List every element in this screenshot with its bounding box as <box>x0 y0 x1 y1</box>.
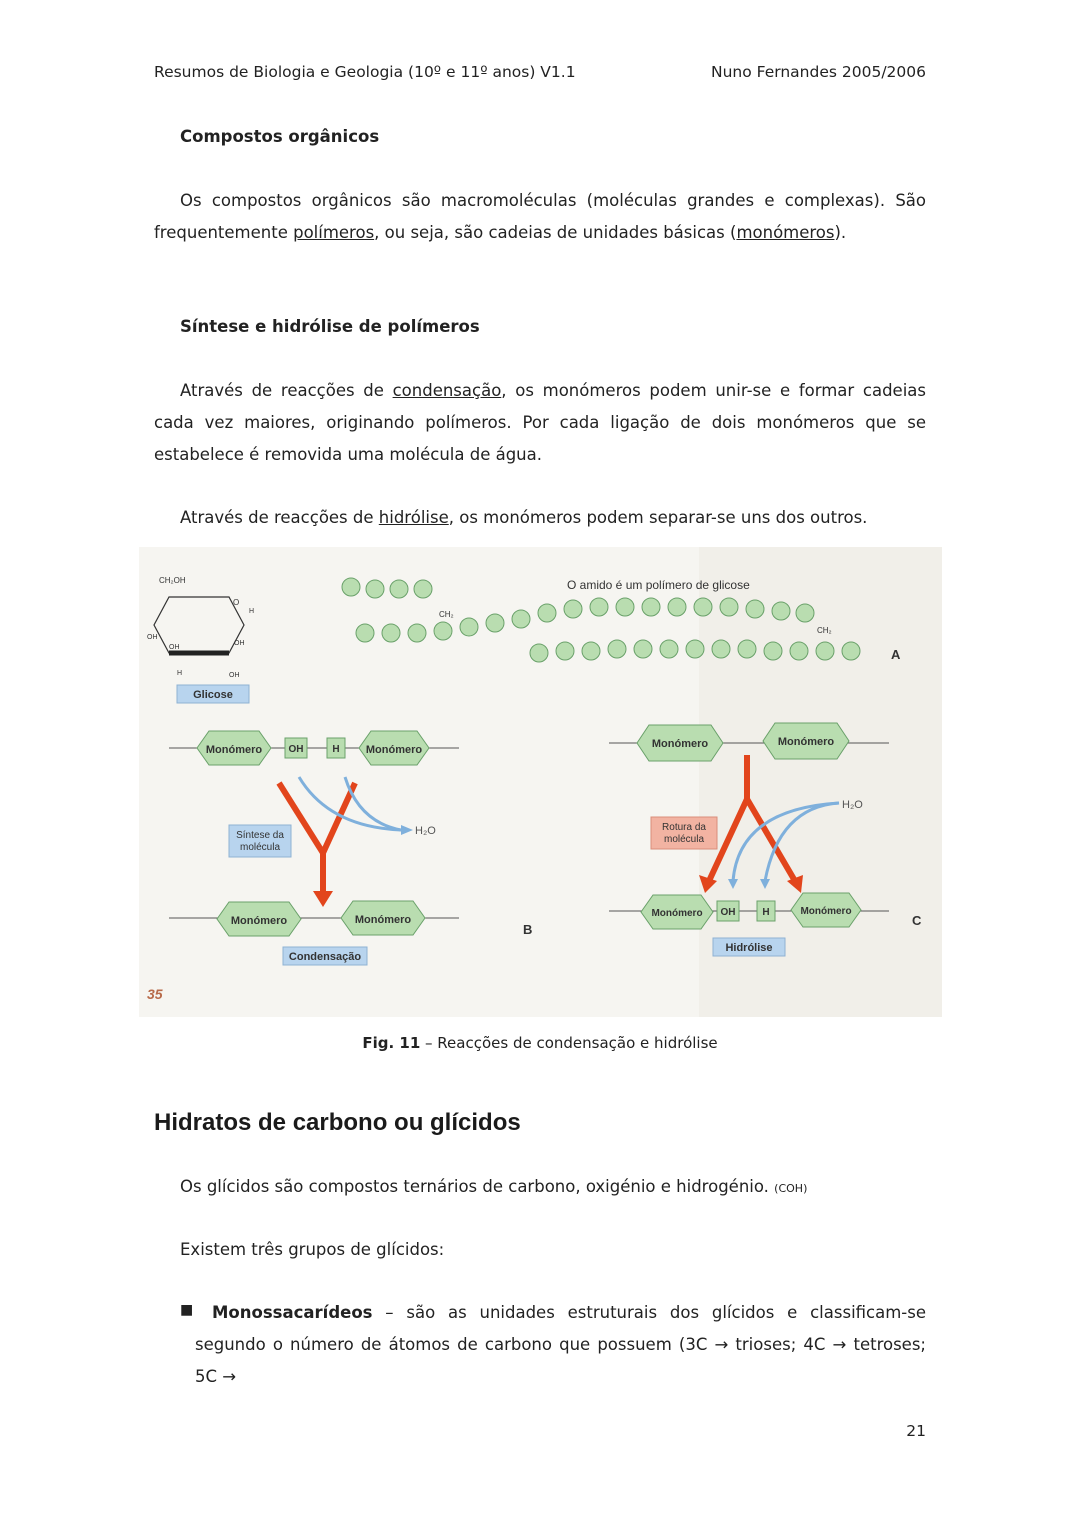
bullet-monosaccharides: Monossacarídeos – são as unidades estruturais dos glícidos e classificam-se segundo o número de átomos de carbono que possuem (3C → trioses; 4C → tetroses; 5C → <box>195 1303 926 1386</box>
starch-caption: O amido é um polímero de glicose <box>567 578 750 592</box>
paragraph-organic-compounds: Os compostos orgânicos são macromoléculas (moléculas grandes e complexas). São frequentemente polímeros, ou seja, são cadeias de unidades básicas (monómeros). <box>154 191 926 242</box>
svg-text:OH: OH <box>288 744 304 755</box>
hydrolysis-label: Hidrólise <box>725 942 773 954</box>
square-bullet-icon: ■ <box>180 1302 194 1318</box>
svg-text:H: H <box>249 608 255 615</box>
svg-text:molécula: molécula <box>239 842 281 853</box>
svg-text:CH₂OH: CH₂OH <box>159 576 186 585</box>
label-c: C <box>912 913 922 928</box>
label-b: B <box>523 922 533 937</box>
svg-text:CH₂: CH₂ <box>817 626 832 635</box>
svg-text:Monómero: Monómero <box>800 906 852 917</box>
svg-text:OH: OH <box>234 640 245 647</box>
page-mark: 35 <box>147 986 163 1002</box>
section-title-organic-compounds: Compostos orgânicos <box>180 127 380 146</box>
label-a: A <box>891 647 901 662</box>
svg-text:OH: OH <box>229 672 240 679</box>
svg-text:Rotura da: Rotura da <box>662 822 706 833</box>
header-right: Nuno Fernandes 2005/2006 <box>711 63 926 81</box>
paragraph-hydrolysis: Através de reacções de hidrólise, os monómeros podem separar-se uns dos outros. <box>180 508 868 527</box>
term-condensation: condensação <box>392 381 502 400</box>
svg-text:H: H <box>332 744 340 755</box>
term-polymers: polímeros <box>293 223 375 242</box>
svg-text:OH: OH <box>720 907 736 918</box>
svg-text:Monómero: Monómero <box>354 914 412 926</box>
page-number: 21 <box>906 1422 926 1440</box>
svg-text:OH: OH <box>169 644 180 651</box>
svg-text:Síntese da: Síntese da <box>236 830 284 841</box>
condensation-label: Condensação <box>288 951 362 963</box>
svg-text:OH: OH <box>147 634 158 641</box>
figure-condensation-hydrolysis <box>139 547 942 1017</box>
paragraph-glicides-definition: Os glícidos são compostos ternários de carbono, oxigénio e hidrogénio. (COH) <box>180 1177 808 1196</box>
svg-text:H₂O: H₂O <box>842 799 863 811</box>
svg-text:Monómero: Monómero <box>365 744 423 756</box>
header-left: Resumos de Biologia e Geologia (10º e 11º anos) V1.1 <box>154 63 576 81</box>
svg-text:H: H <box>177 670 183 677</box>
svg-text:H: H <box>762 907 770 918</box>
svg-text:Monómero: Monómero <box>651 908 703 919</box>
svg-text:H₂O: H₂O <box>415 825 436 837</box>
term-monomers: monómeros <box>736 223 835 242</box>
paragraph-three-groups: Existem três grupos de glícidos: <box>180 1240 445 1259</box>
svg-text:O: O <box>233 598 240 607</box>
figure-caption: Fig. 11 – Reacções de condensação e hidrólise <box>362 1034 718 1052</box>
svg-text:Monómero: Monómero <box>651 738 709 750</box>
svg-text:Monómero: Monómero <box>205 744 263 756</box>
paragraph-condensation: Através de reacções de condensação, os monómeros podem unir-se e formar cadeias cada vez maiores, originando polímeros. Por cada ligação de dois monómeros que se estabelece é removida uma molécula de água. <box>154 381 926 464</box>
svg-text:molécula: molécula <box>663 834 705 845</box>
svg-text:CH₂: CH₂ <box>439 610 454 619</box>
glucose-label: Glicose <box>193 689 233 701</box>
svg-text:Monómero: Monómero <box>230 915 288 927</box>
svg-text:Monómero: Monómero <box>777 736 835 748</box>
heading-carbohydrates: Hidratos de carbono ou glícidos <box>154 1109 521 1136</box>
term-hydrolysis: hidrólise <box>378 508 449 527</box>
section-title-synthesis-hydrolysis: Síntese e hidrólise de polímeros <box>180 317 480 336</box>
